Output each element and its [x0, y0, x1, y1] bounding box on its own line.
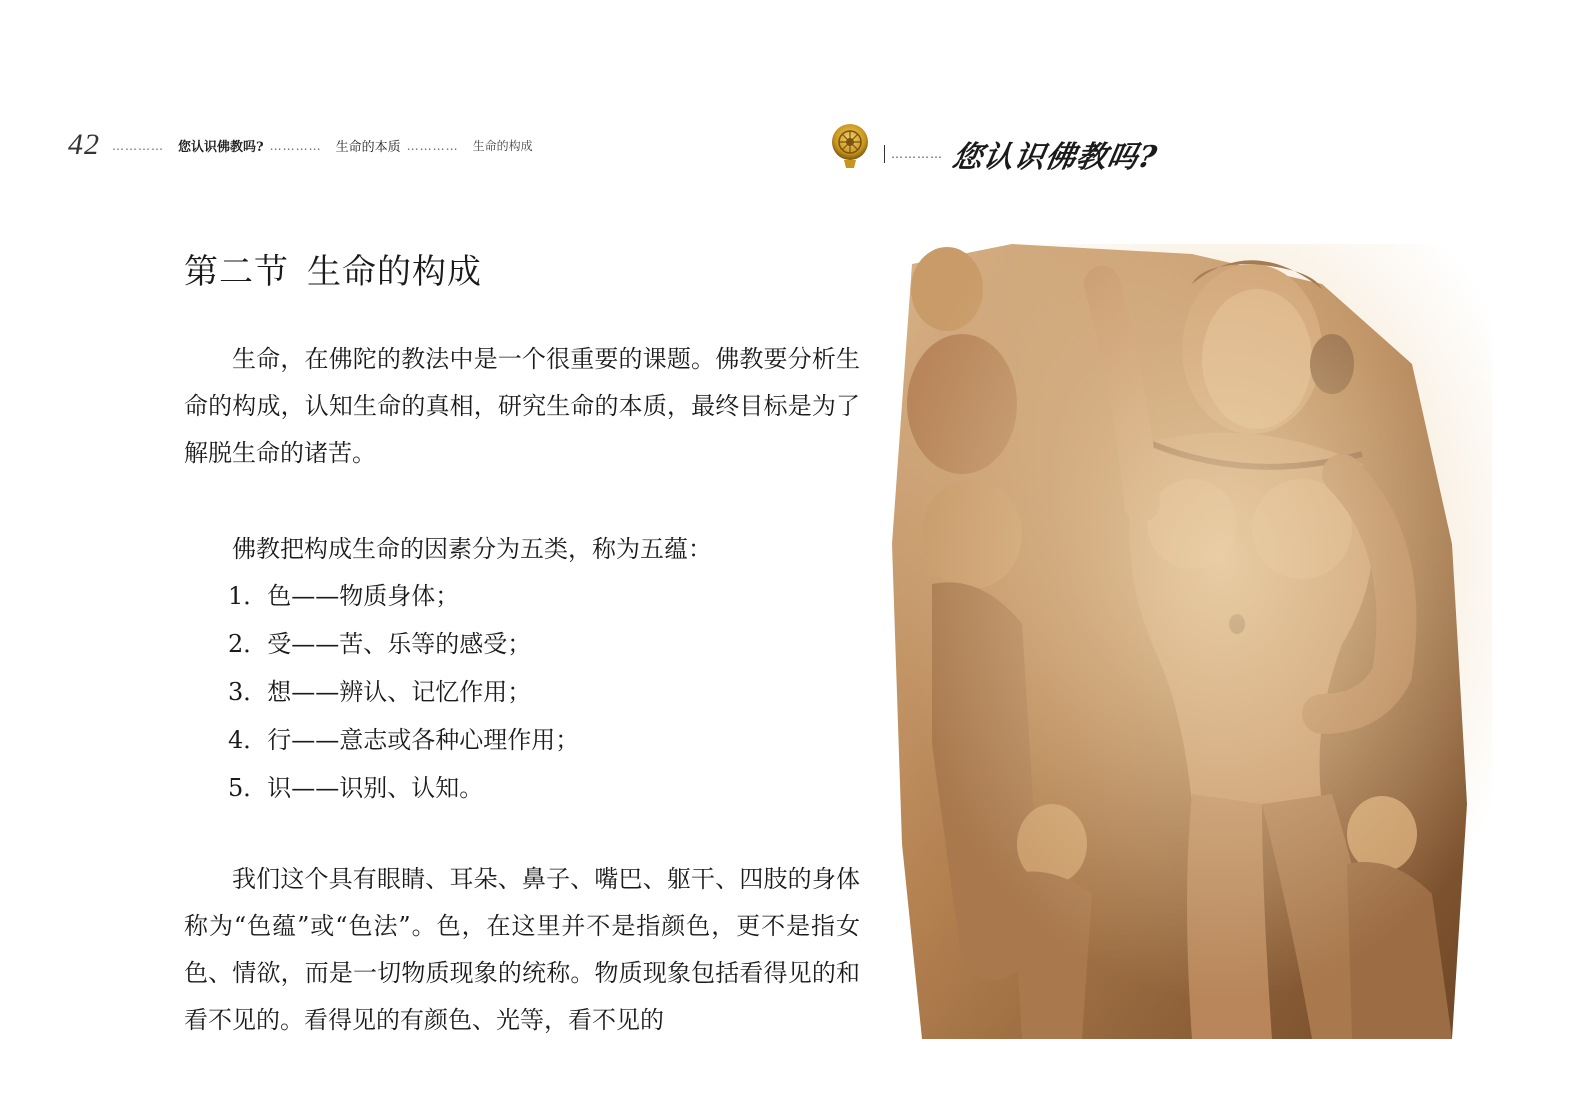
section-heading: [184, 244, 482, 293]
leader-dots: …………: [891, 147, 943, 161]
book-title-calligraphy: 您认识佛教吗?: [949, 140, 1161, 175]
list-item: 3．想——辨认、记忆作用；: [228, 678, 532, 706]
leader-dots: …………: [269, 138, 322, 153]
skandha-intro: 佛教把构成生命的因素分为五类，称为五蕴：: [232, 535, 712, 563]
breadcrumb: [106, 136, 533, 155]
breadcrumb-section: 生命的构成: [472, 139, 533, 153]
breadcrumb-book-title: 您认识佛教吗?: [178, 140, 264, 155]
list-item: 4．行——意志或各种心理作用；: [228, 726, 580, 754]
header-right: [884, 132, 1161, 176]
section-name: 生命的构成: [307, 252, 482, 292]
running-header: [68, 122, 1168, 175]
breadcrumb-chapter: 生命的本质: [335, 140, 401, 155]
paragraph-intro: 生命，在佛陀的教法中是一个很重要的课题。佛教要分析生命的构成，认知生命的真相，研究生命的本质，最终目标是为了解脱生命的诸苦。: [184, 345, 860, 467]
page-number: 42: [68, 128, 100, 161]
dharma-wheel-icon: [830, 122, 870, 170]
section-number: 第二节: [184, 252, 289, 292]
header-divider: [884, 145, 885, 163]
skandha-list: [228, 572, 579, 812]
leader-dots: …………: [112, 138, 164, 153]
leader-dots: …………: [406, 138, 459, 153]
paragraph-rupa: 我们这个具有眼睛、耳朵、鼻子、嘴巴、躯干、四肢的身体称为“色蕴”或“色法”。色，在这里并不是指颜色，更不是指女色、情欲，而是一切物质现象的统称。物质现象包括看得见的和看不见的。看得见的有颜色、光等，看不见的: [184, 865, 860, 1034]
list-item: 5．识——识别、认知。: [228, 774, 484, 802]
list-item: 2．受——苦、乐等的感受；: [228, 630, 532, 658]
sculpture-image: [892, 244, 1492, 1039]
list-item: 1．色——物质身体；: [228, 582, 460, 610]
